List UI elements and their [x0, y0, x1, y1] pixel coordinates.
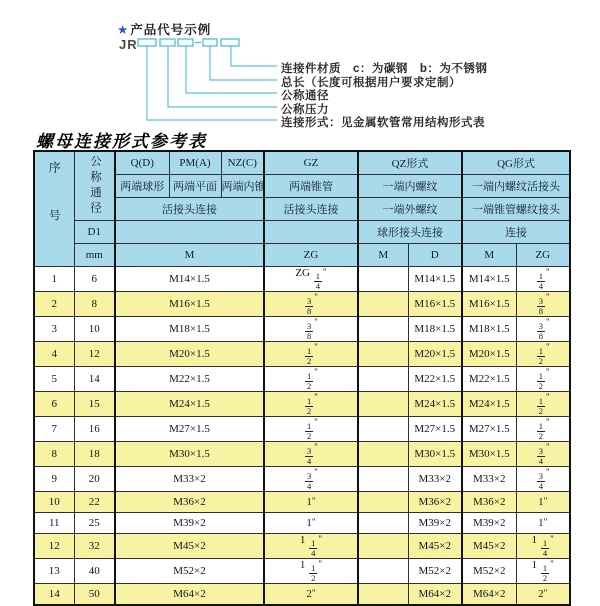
qg-zg-cell: $\frac{1}{4}$ "	[516, 267, 570, 292]
seq-cell: 7	[34, 416, 74, 441]
qz-d-cell: M20×1.5	[408, 341, 462, 366]
seq-cell: 3	[34, 316, 74, 341]
qz-d-cell: M30×1.5	[408, 441, 462, 466]
header-qg-connect: 连接	[462, 221, 570, 244]
thread-cell: M39×2	[115, 512, 264, 533]
seq-cell: 5	[34, 366, 74, 391]
qg-zg-cell: 1 $\frac{1}{2}$ "	[516, 559, 570, 584]
thread-cell: M36×2	[115, 491, 264, 512]
qg-zg-cell: 1 $\frac{1}{4}$ "	[516, 534, 570, 559]
dn-cell: 40	[74, 559, 115, 584]
qg-m-cell: M36×2	[462, 491, 516, 512]
qz-d-cell: M16×1.5	[408, 291, 462, 316]
table-row	[34, 341, 570, 366]
qz-m-cell	[358, 584, 408, 605]
table-row	[34, 291, 570, 316]
seq-cell: 11	[34, 512, 74, 533]
seq-cell: 12	[34, 534, 74, 559]
qg-m-cell: M24×1.5	[462, 391, 516, 416]
qg-m-cell: M20×1.5	[462, 341, 516, 366]
qg-m-cell: M14×1.5	[462, 267, 516, 292]
qz-d-cell: M39×2	[408, 512, 462, 533]
dn-cell: 15	[74, 391, 115, 416]
dn-cell: 50	[74, 584, 115, 605]
qz-m-cell	[358, 534, 408, 559]
header-pm-desc: 两端平面	[169, 175, 221, 198]
code-box	[138, 39, 156, 46]
header-dia	[74, 151, 115, 221]
thread-cell: M24×1.5	[115, 391, 264, 416]
dn-cell: 10	[74, 316, 115, 341]
qg-m-cell: M45×2	[462, 534, 516, 559]
qz-m-cell	[358, 416, 408, 441]
qz-m-cell	[358, 366, 408, 391]
dn-cell: 16	[74, 416, 115, 441]
seq-cell: 2	[34, 291, 74, 316]
header-unit-zg: ZG	[264, 244, 358, 267]
qg-m-cell: M39×2	[462, 512, 516, 533]
qz-d-cell: M52×2	[408, 559, 462, 584]
qz-d-cell: M45×2	[408, 534, 462, 559]
header-qz-ext-thread: 一端外螺纹	[358, 198, 462, 221]
gz-cell: 1 $\frac{1}{2}$ "	[264, 559, 358, 584]
qz-d-cell: M27×1.5	[408, 416, 462, 441]
header-d1: D1	[74, 221, 115, 244]
header-group-q: Q(D)	[115, 151, 169, 175]
code-prefix: JR	[119, 37, 138, 52]
header-group-qz: QZ形式	[358, 151, 462, 175]
qg-zg-cell: 1"	[516, 512, 570, 533]
thread-cell: M27×1.5	[115, 416, 264, 441]
gz-cell: $\frac{3}{4}$ "	[264, 441, 358, 466]
seq-cell: 6	[34, 391, 74, 416]
header-qg-desc: 一端内螺纹活接头	[462, 175, 570, 198]
qg-zg-cell: $\frac{1}{2}$ "	[516, 391, 570, 416]
header-seq	[34, 151, 74, 267]
header-qz-unit-m: M	[358, 244, 408, 267]
qg-m-cell: M27×1.5	[462, 416, 516, 441]
qg-m-cell: M64×2	[462, 584, 516, 605]
dn-cell: 32	[74, 534, 115, 559]
reference-table	[33, 150, 571, 606]
header-group-nz: NZ(C)	[221, 151, 264, 175]
seq-cell: 4	[34, 341, 74, 366]
qz-d-cell: M33×2	[408, 466, 462, 491]
qg-zg-cell: 2"	[516, 584, 570, 605]
thread-cell: M52×2	[115, 559, 264, 584]
dn-cell: 14	[74, 366, 115, 391]
table-row	[34, 267, 570, 292]
qz-d-cell: M36×2	[408, 491, 462, 512]
seq-cell: 14	[34, 584, 74, 605]
qz-m-cell	[358, 512, 408, 533]
table-row	[34, 441, 570, 466]
qg-zg-cell: $\frac{1}{2}$ "	[516, 366, 570, 391]
header-qg-unit-zg: ZG	[516, 244, 570, 267]
qg-zg-cell: $\frac{3}{8}$ "	[516, 316, 570, 341]
header-qz-unit-d: D	[408, 244, 462, 267]
table-row	[34, 366, 570, 391]
header-seq-label: 序号	[47, 161, 62, 257]
header-blank-gz	[264, 221, 358, 244]
gz-cell: 1"	[264, 491, 358, 512]
thread-cell: M20×1.5	[115, 341, 264, 366]
code-label-length: 总长（长度可根据用户要求定制）	[281, 77, 461, 89]
qz-m-cell	[358, 391, 408, 416]
dn-cell: 12	[74, 341, 115, 366]
qz-d-cell: M18×1.5	[408, 316, 462, 341]
gz-cell: $\frac{1}{2}$ "	[264, 341, 358, 366]
table-title: 螺母连接形式参考表	[36, 132, 207, 151]
thread-cell: M22×1.5	[115, 366, 264, 391]
gz-cell: $\frac{1}{2}$ "	[264, 391, 358, 416]
header-union-joint: 活接头连接	[115, 198, 264, 221]
header-qg-taper-joint: 一端锥管螺纹接头	[462, 198, 570, 221]
code-label-pressure: 公称压力	[281, 104, 329, 116]
dn-cell: 6	[74, 267, 115, 292]
qg-zg-cell: $\frac{1}{2}$ "	[516, 416, 570, 441]
code-box	[160, 39, 175, 46]
qz-m-cell	[358, 316, 408, 341]
code-box	[203, 39, 217, 46]
qg-m-cell: M16×1.5	[462, 291, 516, 316]
dn-cell: 25	[74, 512, 115, 533]
qz-m-cell	[358, 441, 408, 466]
table-header	[34, 151, 570, 267]
gz-cell: ZG $\frac{1}{4}$ "	[264, 267, 358, 292]
thread-cell: M33×2	[115, 466, 264, 491]
header-qg-unit-m: M	[462, 244, 516, 267]
seq-cell: 1	[34, 267, 74, 292]
seq-cell: 10	[34, 491, 74, 512]
thread-cell: M18×1.5	[115, 316, 264, 341]
qg-zg-cell: $\frac{3}{8}$ "	[516, 291, 570, 316]
qz-m-cell	[358, 291, 408, 316]
header-group-qg: QG形式	[462, 151, 570, 175]
header-group-gz: GZ	[264, 151, 358, 175]
qz-d-cell: M22×1.5	[408, 366, 462, 391]
qz-d-cell: M14×1.5	[408, 267, 462, 292]
seq-cell: 8	[34, 441, 74, 466]
header-unit-m: M	[115, 244, 264, 267]
dn-cell: 22	[74, 491, 115, 512]
thread-cell: M14×1.5	[115, 267, 264, 292]
table-body	[34, 267, 570, 605]
qz-m-cell	[358, 466, 408, 491]
qz-d-cell: M24×1.5	[408, 391, 462, 416]
table-row	[34, 559, 570, 584]
qz-m-cell	[358, 267, 408, 292]
gz-cell: 2"	[264, 584, 358, 605]
header-gz-desc: 两端锥管	[264, 175, 358, 198]
qg-m-cell: M30×1.5	[462, 441, 516, 466]
diagram-title-text: 产品代号示例	[130, 23, 212, 37]
connector-line	[168, 46, 277, 107]
header-blank-left	[115, 221, 264, 244]
code-label-diameter: 公称通径	[281, 90, 329, 102]
gz-cell: 1"	[264, 512, 358, 533]
connector-line	[147, 46, 277, 120]
code-box	[178, 39, 193, 46]
table-row	[34, 466, 570, 491]
thread-cell: M64×2	[115, 584, 264, 605]
gz-cell: $\frac{1}{2}$ "	[264, 366, 358, 391]
qg-zg-cell: $\frac{3}{4}$ "	[516, 441, 570, 466]
qg-m-cell: M18×1.5	[462, 316, 516, 341]
header-qz-desc: 一端内螺纹	[358, 175, 462, 198]
connector-line	[231, 46, 277, 66]
qz-m-cell	[358, 341, 408, 366]
header-group-pm: PM(A)	[169, 151, 221, 175]
qg-zg-cell: $\frac{1}{2}$ "	[516, 341, 570, 366]
seq-cell: 9	[34, 466, 74, 491]
gz-cell: $\frac{3}{8}$ "	[264, 316, 358, 341]
header-mm: mm	[74, 244, 115, 267]
thread-cell: M16×1.5	[115, 291, 264, 316]
code-label-material: 连接件材质 c：为碳钢 b：为不锈钢	[281, 63, 488, 75]
gz-cell: $\frac{1}{2}$ "	[264, 416, 358, 441]
qg-zg-cell: 1"	[516, 491, 570, 512]
gz-cell: 1 $\frac{1}{4}$ "	[264, 534, 358, 559]
gz-cell: $\frac{3}{8}$ "	[264, 291, 358, 316]
dn-cell: 20	[74, 466, 115, 491]
qg-m-cell: M52×2	[462, 559, 516, 584]
product-code-diagram	[0, 0, 600, 148]
code-box	[221, 39, 239, 46]
qz-d-cell: M64×2	[408, 584, 462, 605]
header-nz-desc: 两端内锥	[221, 175, 264, 198]
seq-cell: 13	[34, 559, 74, 584]
thread-cell: M45×2	[115, 534, 264, 559]
code-label-connection: 连接形式：见金属软管常用结构形式表	[281, 117, 485, 129]
thread-cell: M30×1.5	[115, 441, 264, 466]
qg-zg-cell: $\frac{3}{4}$ "	[516, 466, 570, 491]
dn-cell: 8	[74, 291, 115, 316]
qg-m-cell: M33×2	[462, 466, 516, 491]
table-row	[34, 534, 570, 559]
table-row	[34, 512, 570, 533]
qg-m-cell: M22×1.5	[462, 366, 516, 391]
table-row	[34, 491, 570, 512]
header-gz-union-joint: 活接头连接	[264, 198, 358, 221]
header-q-desc: 两端球形	[115, 175, 169, 198]
table-row	[34, 416, 570, 441]
table-row	[34, 316, 570, 341]
connector-line	[210, 46, 277, 80]
dn-cell: 18	[74, 441, 115, 466]
star-icon: ★	[117, 23, 130, 37]
gz-cell: $\frac{3}{4}$ "	[264, 466, 358, 491]
header-qz-ball-joint: 球形接头连接	[358, 221, 462, 244]
table-row	[34, 391, 570, 416]
qz-m-cell	[358, 491, 408, 512]
qz-m-cell	[358, 559, 408, 584]
header-dia-label: 公称通径	[89, 155, 101, 217]
table-row	[34, 584, 570, 605]
